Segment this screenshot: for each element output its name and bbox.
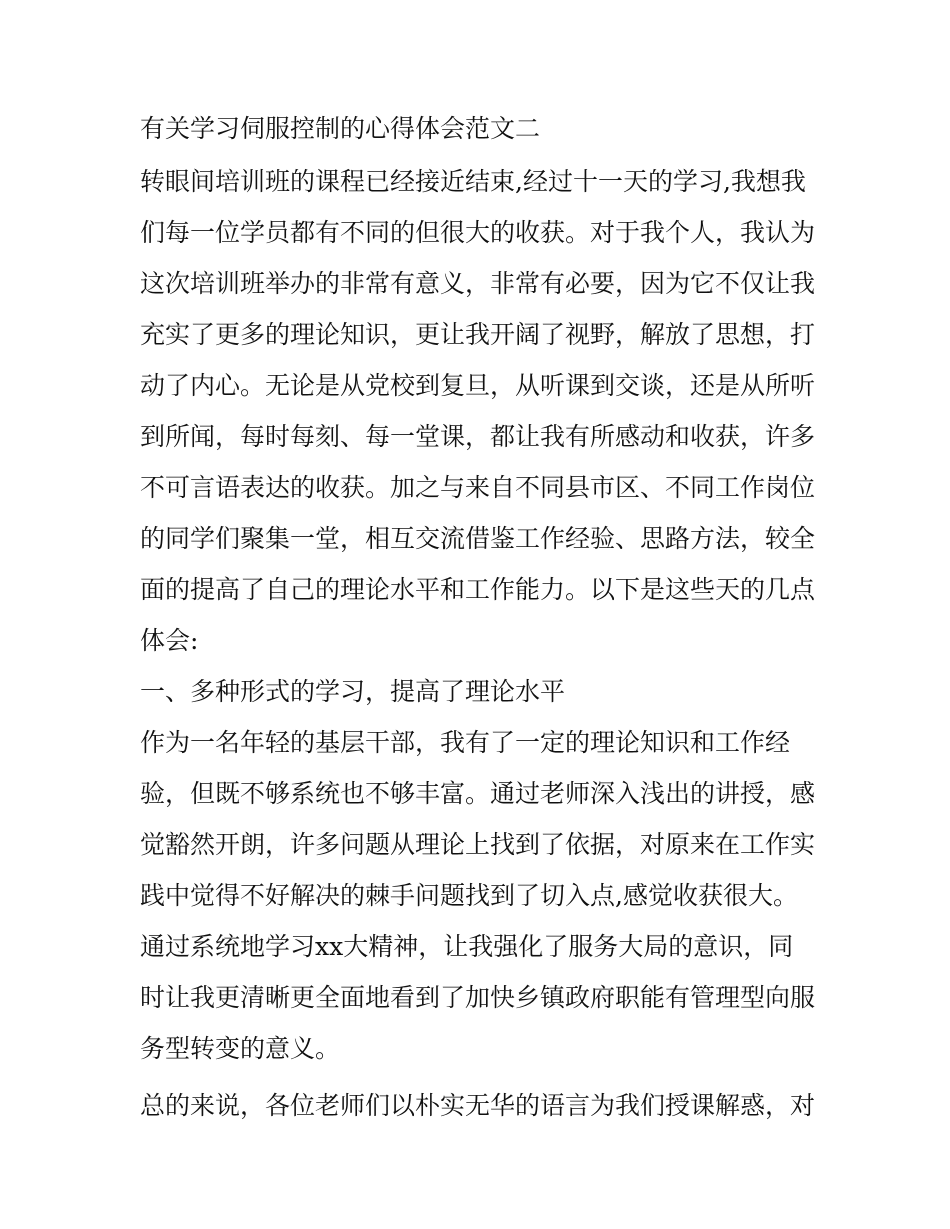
section-heading: 一、多种形式的学习，提高了理论水平 (140, 677, 566, 706)
paragraph-line: 不可言语表达的收获。加之与来自不同县市区、不同工作岗位 (140, 473, 816, 502)
paragraph-line: 到所闻，每时每刻、每一堂课，都让我有所感动和收获，许多 (140, 422, 816, 451)
paragraph-line: 体会: (140, 626, 199, 655)
paragraph-line: 务型转变的意义。 (140, 1034, 341, 1063)
paragraph-line: 总的来说，各位老师们以朴实无华的语言为我们授课解惑，对 (140, 1091, 816, 1120)
paragraph-line: 充实了更多的理论知识，更让我开阔了视野，解放了思想，打 (140, 320, 816, 349)
paragraph-line: 验，但既不够系统也不够丰富。通过老师深入浅出的讲授，感 (140, 779, 816, 808)
paragraph-line: 时让我更清晰更全面地看到了加快乡镇政府职能有管理型向服 (140, 983, 816, 1012)
paragraph-line: 转眼间培训班的课程已经接近结束,经过十一天的学习,我想我 (140, 167, 806, 196)
document-title: 有关学习伺服控制的心得体会范文二 (140, 114, 541, 143)
paragraph-line: 觉豁然开朗，许多问题从理论上找到了依据，对原来在工作实 (140, 830, 816, 859)
paragraph-line: 的同学们聚集一堂，相互交流借鉴工作经验、思路方法，较全 (140, 524, 816, 553)
paragraph-line: 作为一名年轻的基层干部，我有了一定的理论知识和工作经 (140, 728, 791, 757)
paragraph-line: 通过系统地学习xx大精神，让我强化了服务大局的意识，同 (140, 932, 794, 961)
paragraph-line: 面的提高了自己的理论水平和工作能力。以下是这些天的几点 (140, 575, 816, 604)
paragraph-line: 们每一位学员都有不同的但很大的收获。对于我个人，我认为 (140, 218, 816, 247)
paragraph-line: 动了内心。无论是从党校到复旦，从听课到交谈，还是从所听 (140, 371, 816, 400)
paragraph-line: 践中觉得不好解决的棘手问题找到了切入点,感觉收获很大。 (140, 881, 798, 910)
paragraph-line: 这次培训班举办的非常有意义，非常有必要，因为它不仅让我 (140, 269, 816, 298)
